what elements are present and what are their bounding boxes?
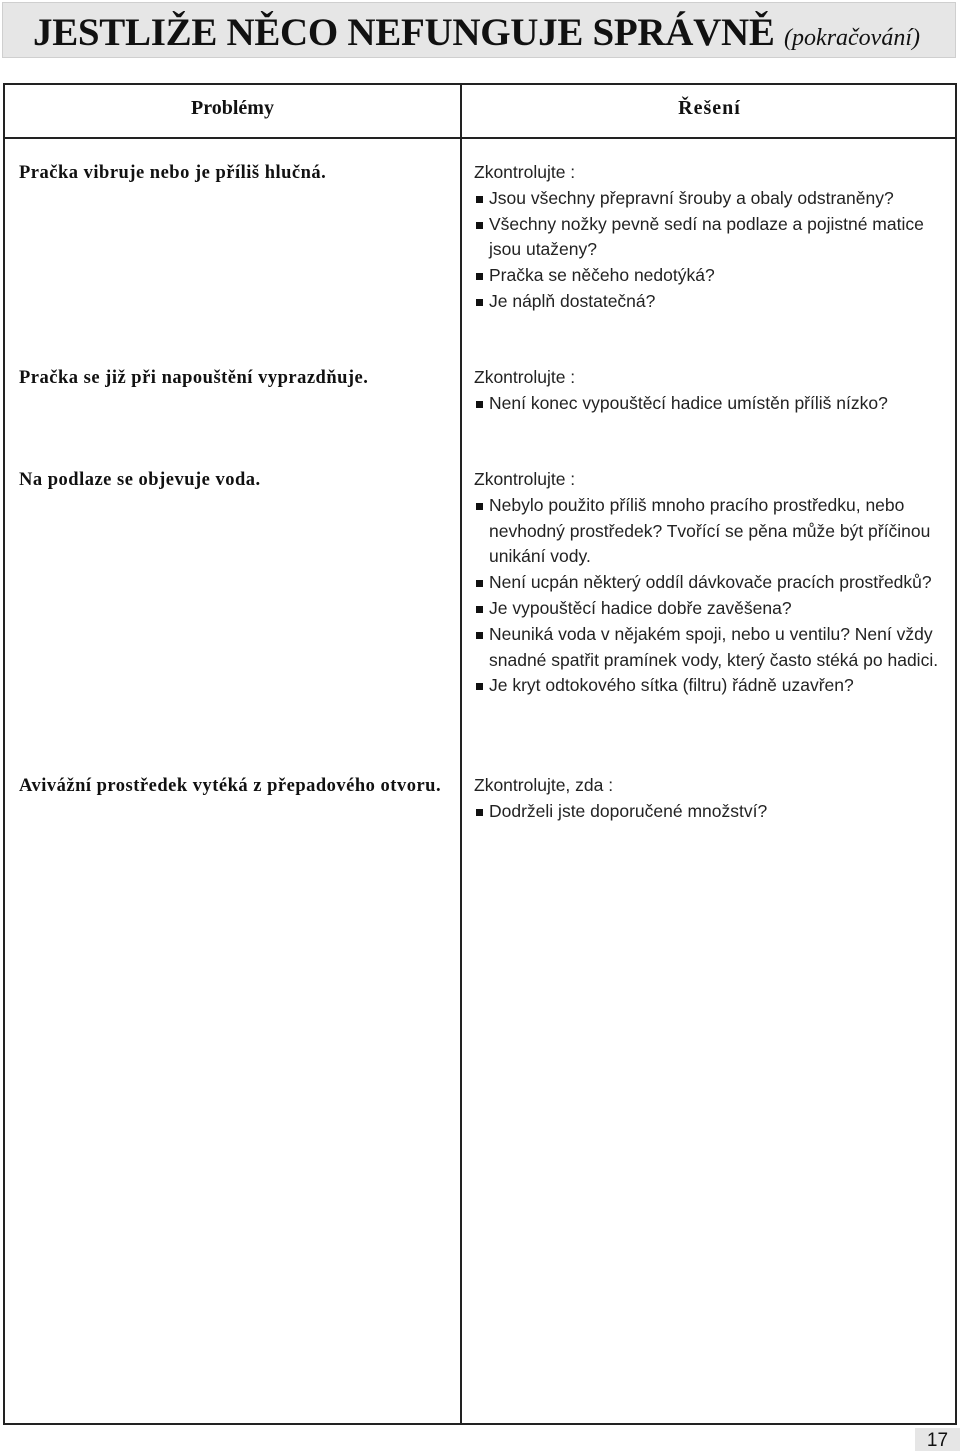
- page-title-suffix: (pokračování): [784, 25, 920, 51]
- list-item: Je kryt odtokového sítka (filtru) řádně uzavřen?: [474, 673, 944, 699]
- list-item: Není ucpán některý oddíl dávkovače pracích prostředků?: [474, 570, 944, 596]
- square-bullet-icon: [476, 632, 483, 639]
- square-bullet-icon: [476, 222, 483, 229]
- square-bullet-icon: [476, 580, 483, 587]
- header-divider: [5, 137, 955, 139]
- list-item: Neuniká voda v nějakém spoji, nebo u ventilu? Není vždy snadné spatřit pramínek vody, který často stéká po hadici.: [474, 622, 944, 674]
- page-title-text: JESTLIŽE NĚCO NEFUNGUJE SPRÁVNĚ: [33, 11, 775, 54]
- list-item: Pračka se něčeho nedotýká?: [474, 263, 944, 289]
- problem-text: Avivážní prostředek vytéká z přepadového otvoru.: [19, 776, 442, 796]
- column-header-problems: Problémy: [191, 97, 274, 119]
- square-bullet-icon: [476, 196, 483, 203]
- square-bullet-icon: [476, 299, 483, 306]
- list-item: Nebylo použito příliš mnoho pracího prostředku, nebo nevhodný prostředek? Tvořící se pěna může být příčinou unikání vody.: [474, 493, 944, 570]
- solution-cell: [474, 365, 944, 417]
- check-label: Zkontrolujte, zda :: [474, 775, 614, 795]
- list-item: Jsou všechny přepravní šrouby a obaly odstraněny?: [474, 186, 944, 212]
- page-header: [2, 2, 956, 58]
- square-bullet-icon: [476, 809, 483, 816]
- square-bullet-icon: [476, 683, 483, 690]
- problem-text: Pračka vibruje nebo je příliš hlučná.: [19, 163, 327, 183]
- solution-cell: [474, 160, 944, 315]
- check-list: [474, 186, 944, 315]
- problem-text: Na podlaze se objevuje voda.: [19, 470, 261, 490]
- solution-cell: [474, 467, 944, 699]
- square-bullet-icon: [476, 401, 483, 408]
- list-item: Všechny nožky pevně sedí na podlaze a pojistné matice jsou utaženy?: [474, 212, 944, 264]
- list-item: Není konec vypouštěcí hadice umístěn příliš nízko?: [474, 391, 944, 417]
- square-bullet-icon: [476, 503, 483, 510]
- list-item: Dodrželi jste doporučené množství?: [474, 799, 944, 825]
- list-item: Je vypouštěcí hadice dobře zavěšena?: [474, 596, 944, 622]
- check-label: Zkontrolujte :: [474, 367, 576, 387]
- solution-cell: [474, 773, 944, 825]
- check-label: Zkontrolujte :: [474, 469, 576, 489]
- check-list: [474, 493, 944, 699]
- check-label: Zkontrolujte :: [474, 162, 576, 182]
- column-header-solutions: Řešení: [678, 97, 741, 119]
- square-bullet-icon: [476, 273, 483, 280]
- check-list: [474, 391, 944, 417]
- page-title: [33, 11, 920, 60]
- list-item: Je náplň dostatečná?: [474, 289, 944, 315]
- square-bullet-icon: [476, 606, 483, 613]
- column-divider: [460, 85, 462, 1423]
- page-number: 17: [915, 1428, 960, 1451]
- check-list: [474, 799, 944, 825]
- problem-text: Pračka se již při napouštění vyprazdňuje.: [19, 368, 369, 388]
